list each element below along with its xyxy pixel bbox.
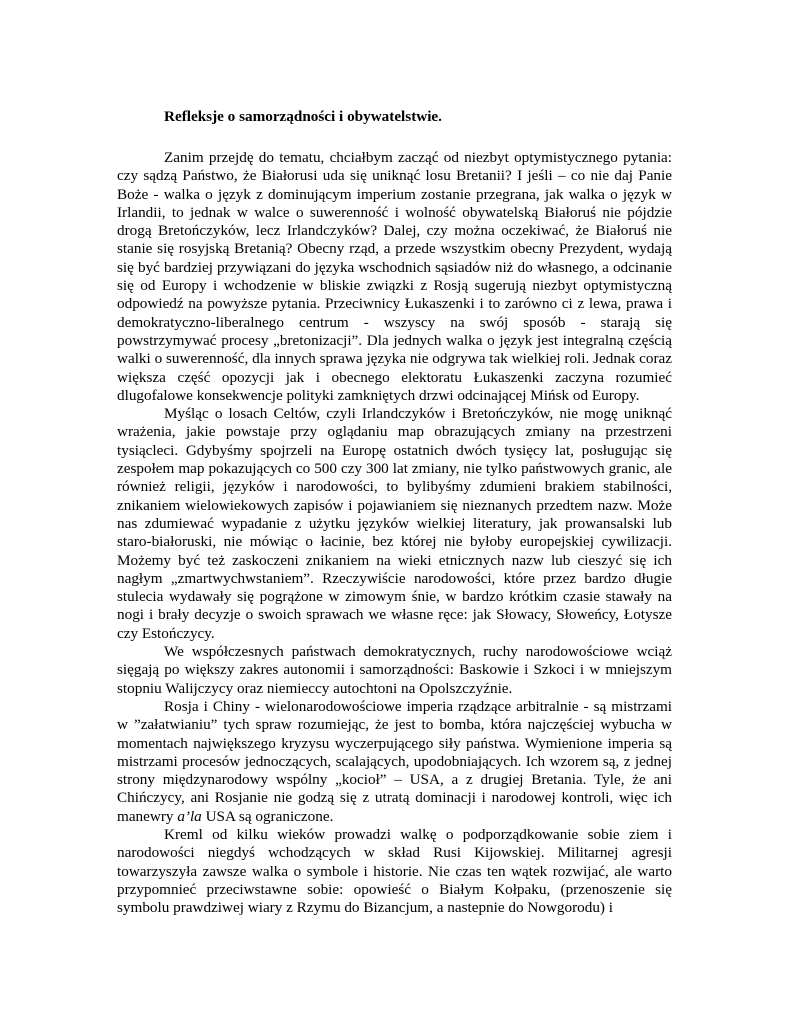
title-spacer	[117, 126, 672, 149]
document-title: Refleksje o samorządności i obywatelstwie.	[164, 108, 442, 125]
paragraph-4-text-after: USA są ograniczone.	[201, 807, 334, 825]
paragraph-5: Kreml od kilku wieków prowadzi walkę o podporządkowanie sobie ziem i narodowości niegdyś wchodzących w skład Rusi Kijowskiej. Militarnej agresji towarzyszyła zawsze walka o symbole i historie. Nie czas ten wątek rozwijać, ale warto przypomnieć przeciwstawne sobie: opowieść o Białym Kołpaku, (przenoszenie się symbolu prawdziwej wiary z Rzymu do Bizancjum, a nastepnie do Nowgorodu) i	[117, 825, 672, 917]
paragraph-4-italic-term: a’la	[177, 807, 202, 825]
paragraph-2: Myśląc o losach Celtów, czyli Irlandczyków i Bretończyków, nie mogę uniknąć wrażenia, jakie powstaje przy oglądaniu map obrazujących zmiany na przestrzeni tysiącleci. Gdybyśmy spojrzeli na Europę ostatnich dwóch tysięcy lat, posługując się zespołem map pokazujących co 500 czy 300 lat zmiany, nie tylko państwowych granic, ale również religii, języków i narodowości, to bylibyśmy zdumieni brakiem stabilności, znikaniem wielowiekowych zapisów i pojawianiem się nieznanych przedtem nazw. Może nas zdumiewać wypadanie z użytku języków wielkiej literatury, jak prowansalski lub staro-białoruski, nie mówiąc o łacinie, bez której nie byłoby europejskiej cywilizacji. Możemy być też zaskoczeni znikaniem na wieki etnicznych nazw lub cieszyć się ich nagłym „zmartwychwstaniem”. Rzeczywiście narodowości, które przez bardzo długie stulecia wydawały się pogrążone w zimowym śnie, w bardzo krótkim czasie stawały na nogi i brały decyzje o swoich sprawach we własne ręce: jak Słowacy, Słoweńcy, Łotysze czy Estończycy.	[117, 405, 672, 642]
document-body	[117, 108, 672, 917]
paragraph-3: We współczesnych państwach demokratycznych, ruchy narodowościowe wciąż sięgają po większy zakres autonomii i samorządności: Baskowie i Szkoci i w mniejszym stopniu Walijczycy oraz niemieccy autochtoni na Opolszczyźnie.	[117, 643, 672, 697]
paragraph-4-text-before: Rosja i Chiny - wielonarodowościowe imperia rządzące arbitralnie - są mistrzami w ”załatwianiu” tych spraw rozumiejąc, że jest to bomba, która najczęściej wybucha w momentach największego kryzysu wyczerpującego siły państwa. Wymienione imperia są mistrzami procesów jednoczących, scalających, upodobniających. Ich wzorem są, z jednej strony międzynarodowy wspólny „kocioł” – USA, a z drugiej Bretania. Tyle, że ani Chińczycy, ani Rosjanie nie godzą się z utratą dominacji i narodowej kontroli, więc ich manewry	[117, 697, 672, 825]
paragraph-4	[117, 698, 672, 826]
paragraph-1: Zanim przejdę do tematu, chciałbym zacząć od niezbyt optymistycznego pytania: czy sądzą Państwo, że Białorusi uda się uniknąć losu Bretanii? I jeśli – co nie daj Panie Boże - walka o język z dominującym imperium zostanie przegrana, jak walka o język w Irlandii, to jednak w walce o suwerenność i wolność obywatelską Białoruś nie pójdzie drogą Bretończyków, lecz Irlandczyków? Dalej, czy można oczekiwać, że Białoruś nie stanie się rosyjską Bretanią? Obecny rząd, a przede wszystkim obecny Prezydent, wydają się być bardziej przywiązani do języka wschodnich sąsiadów niż do własnego, a odcinanie się od Europy i wchodzenie w bliskie związki z Rosją sugerują niezbyt optymistyczną odpowiedź na powyższe pytania. Przeciwnicy Łukaszenki i to zarówno ci z lewa, prawa i demokratyczno-liberalnego centrum - wszyscy na swój sposób - starają się powstrzymywać procesy „bretonizacji”. Dla jednych walka o język jest integralną częścią walki o suwerenność, dla innych sprawa języka nie odgrywa tak wielkiej roli. Jednak coraz większa część opozycji jak i obecnego elektoratu Łukaszenki zaczyna rozumieć dlugofalowe konsekwencje polityki zamkniętych drzwi odcinającej Mińsk od Europy.	[117, 149, 672, 404]
